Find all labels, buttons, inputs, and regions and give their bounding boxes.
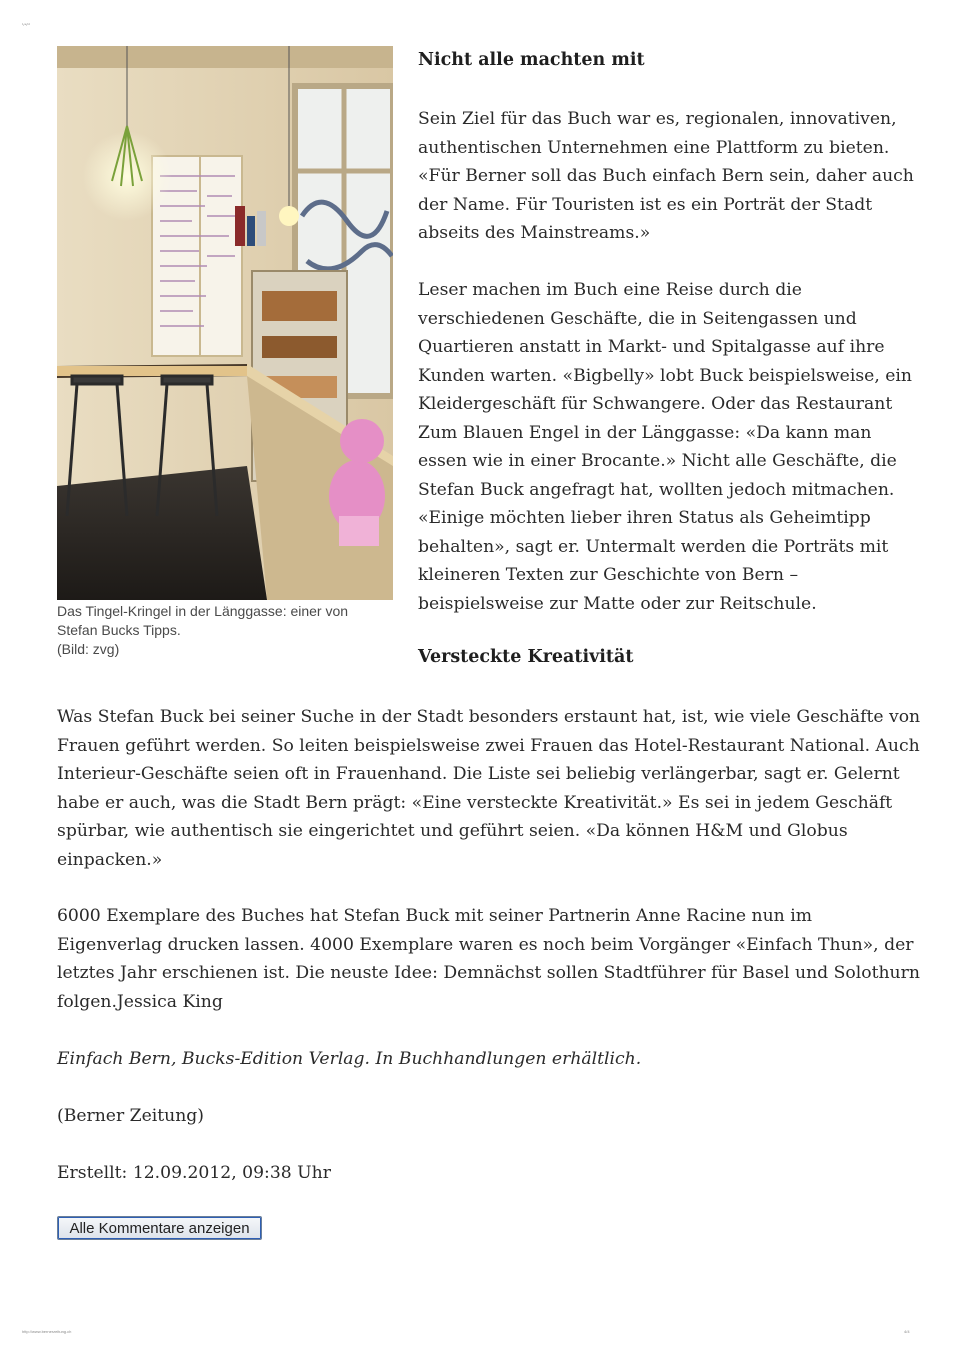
text-line: beispielsweise zur Matte oder zur Reitschule. xyxy=(418,593,817,614)
caption-credit: (Bild: zvg) xyxy=(57,641,120,657)
text-line: 6000 Exemplare des Buches hat Stefan Buck mit seiner Partnerin Anne Racine nun im xyxy=(57,906,812,926)
page-url-mark: http://www.bernerzeitung.ch xyxy=(22,1329,72,1334)
newspaper-credit: (Berner Zeitung) xyxy=(57,1106,205,1126)
article-paragraph xyxy=(418,105,914,248)
photo-caption xyxy=(57,602,397,659)
text-line: Leser machen im Buch eine Reise durch die xyxy=(418,280,802,300)
text-line: Was Stefan Buck bei seiner Suche in der Stadt besonders erstaunt hat, ist, wie viele Geschäfte von xyxy=(57,707,921,727)
text-line: «Für Berner soll das Buch einfach Bern sein, daher auch xyxy=(418,166,914,186)
text-line: essen wie in einer Brocante.» Nicht alle Geschäfte, die xyxy=(418,451,897,471)
text-line: «Einige möchten lieber ihren Status als Geheimtipp xyxy=(418,508,871,528)
text-line: abseits des Mainstreams.» xyxy=(418,223,651,243)
text-line: spürbar, wie authentisch sie eingerichtet und geführt seien. «Da können H&M und Globus xyxy=(57,821,848,841)
text-line: Frauen geführt werden. So leiten beispielsweise zwei Frauen das Hotel-Restaurant National. Auch xyxy=(57,735,920,756)
page-date-mark: ¹/⁴/¹² xyxy=(22,22,30,27)
text-line: folgen.Jessica King xyxy=(57,991,223,1012)
page-number-mark: 4/4 xyxy=(904,1329,910,1334)
article-paragraph xyxy=(418,276,912,618)
text-line: einpacken.» xyxy=(57,849,163,870)
text-line: behalten», sagt er. Untermalt werden die Porträts mit xyxy=(418,536,889,557)
show-all-comments-button[interactable]: Alle Kommentare anzeigen xyxy=(57,1216,262,1240)
text-line: Kleidergeschäft für Schwangere. Oder das Restaurant xyxy=(418,394,893,414)
text-line: der Name. Für Touristen ist es ein Porträt der Stadt xyxy=(418,194,873,215)
text-line: Quartieren anstatt in Markt- und Spitalgasse auf ihre xyxy=(418,337,885,357)
created-timestamp: Erstellt: 12.09.2012, 09:38 Uhr xyxy=(57,1163,331,1183)
text-line: Interieur-Geschäfte seien oft in Frauenhand. Die Liste sei beliebig verlängerbar, sagt er. Gelernt xyxy=(57,764,900,784)
book-source-note: Einfach Bern, Bucks-Edition Verlag. In Buchhandlungen erhältlich. xyxy=(57,1049,642,1069)
section-heading: Nicht alle machten mit xyxy=(418,50,645,70)
cafe-photo xyxy=(57,46,393,600)
section-heading: Versteckte Kreativität xyxy=(418,647,634,667)
text-line: letztes Jahr erschienen ist. Die neuste Idee: Demnächst sollen Stadtführer für Basel und Solothurn xyxy=(57,963,920,983)
caption-line: Stefan Bucks Tipps. xyxy=(57,622,181,638)
text-line: habe er auch, was die Stadt Bern prägt: «Eine versteckte Kreativität.» Es sei in jedem Geschäft xyxy=(57,792,893,813)
article-paragraph xyxy=(57,703,920,874)
text-line: Sein Ziel für das Buch war es, regionalen, innovativen, xyxy=(418,109,897,129)
text-line: Zum Blauen Engel in der Länggasse: «Da kann man xyxy=(418,422,872,443)
article-paragraph xyxy=(57,902,920,1016)
text-line: verschiedenen Geschäfte, die in Seitengassen und xyxy=(418,308,857,329)
text-line: Stefan Buck angefragt hat, wollten jedoch mitmachen. xyxy=(418,479,895,500)
text-line: Kunden warten. «Bigbelly» lobt Buck beispielsweise, ein xyxy=(418,365,912,386)
caption-line: Das Tingel-Kringel in der Länggasse: einer von xyxy=(57,603,349,619)
text-line: kleineren Texten zur Geschichte von Bern – xyxy=(418,565,799,585)
text-line: Eigenverlag drucken lassen. 4000 Exemplare waren es noch beim Vorgänger «Einfach Thun», der xyxy=(57,934,914,955)
text-line: authentischen Unternehmen eine Plattform zu bieten. xyxy=(418,137,890,158)
